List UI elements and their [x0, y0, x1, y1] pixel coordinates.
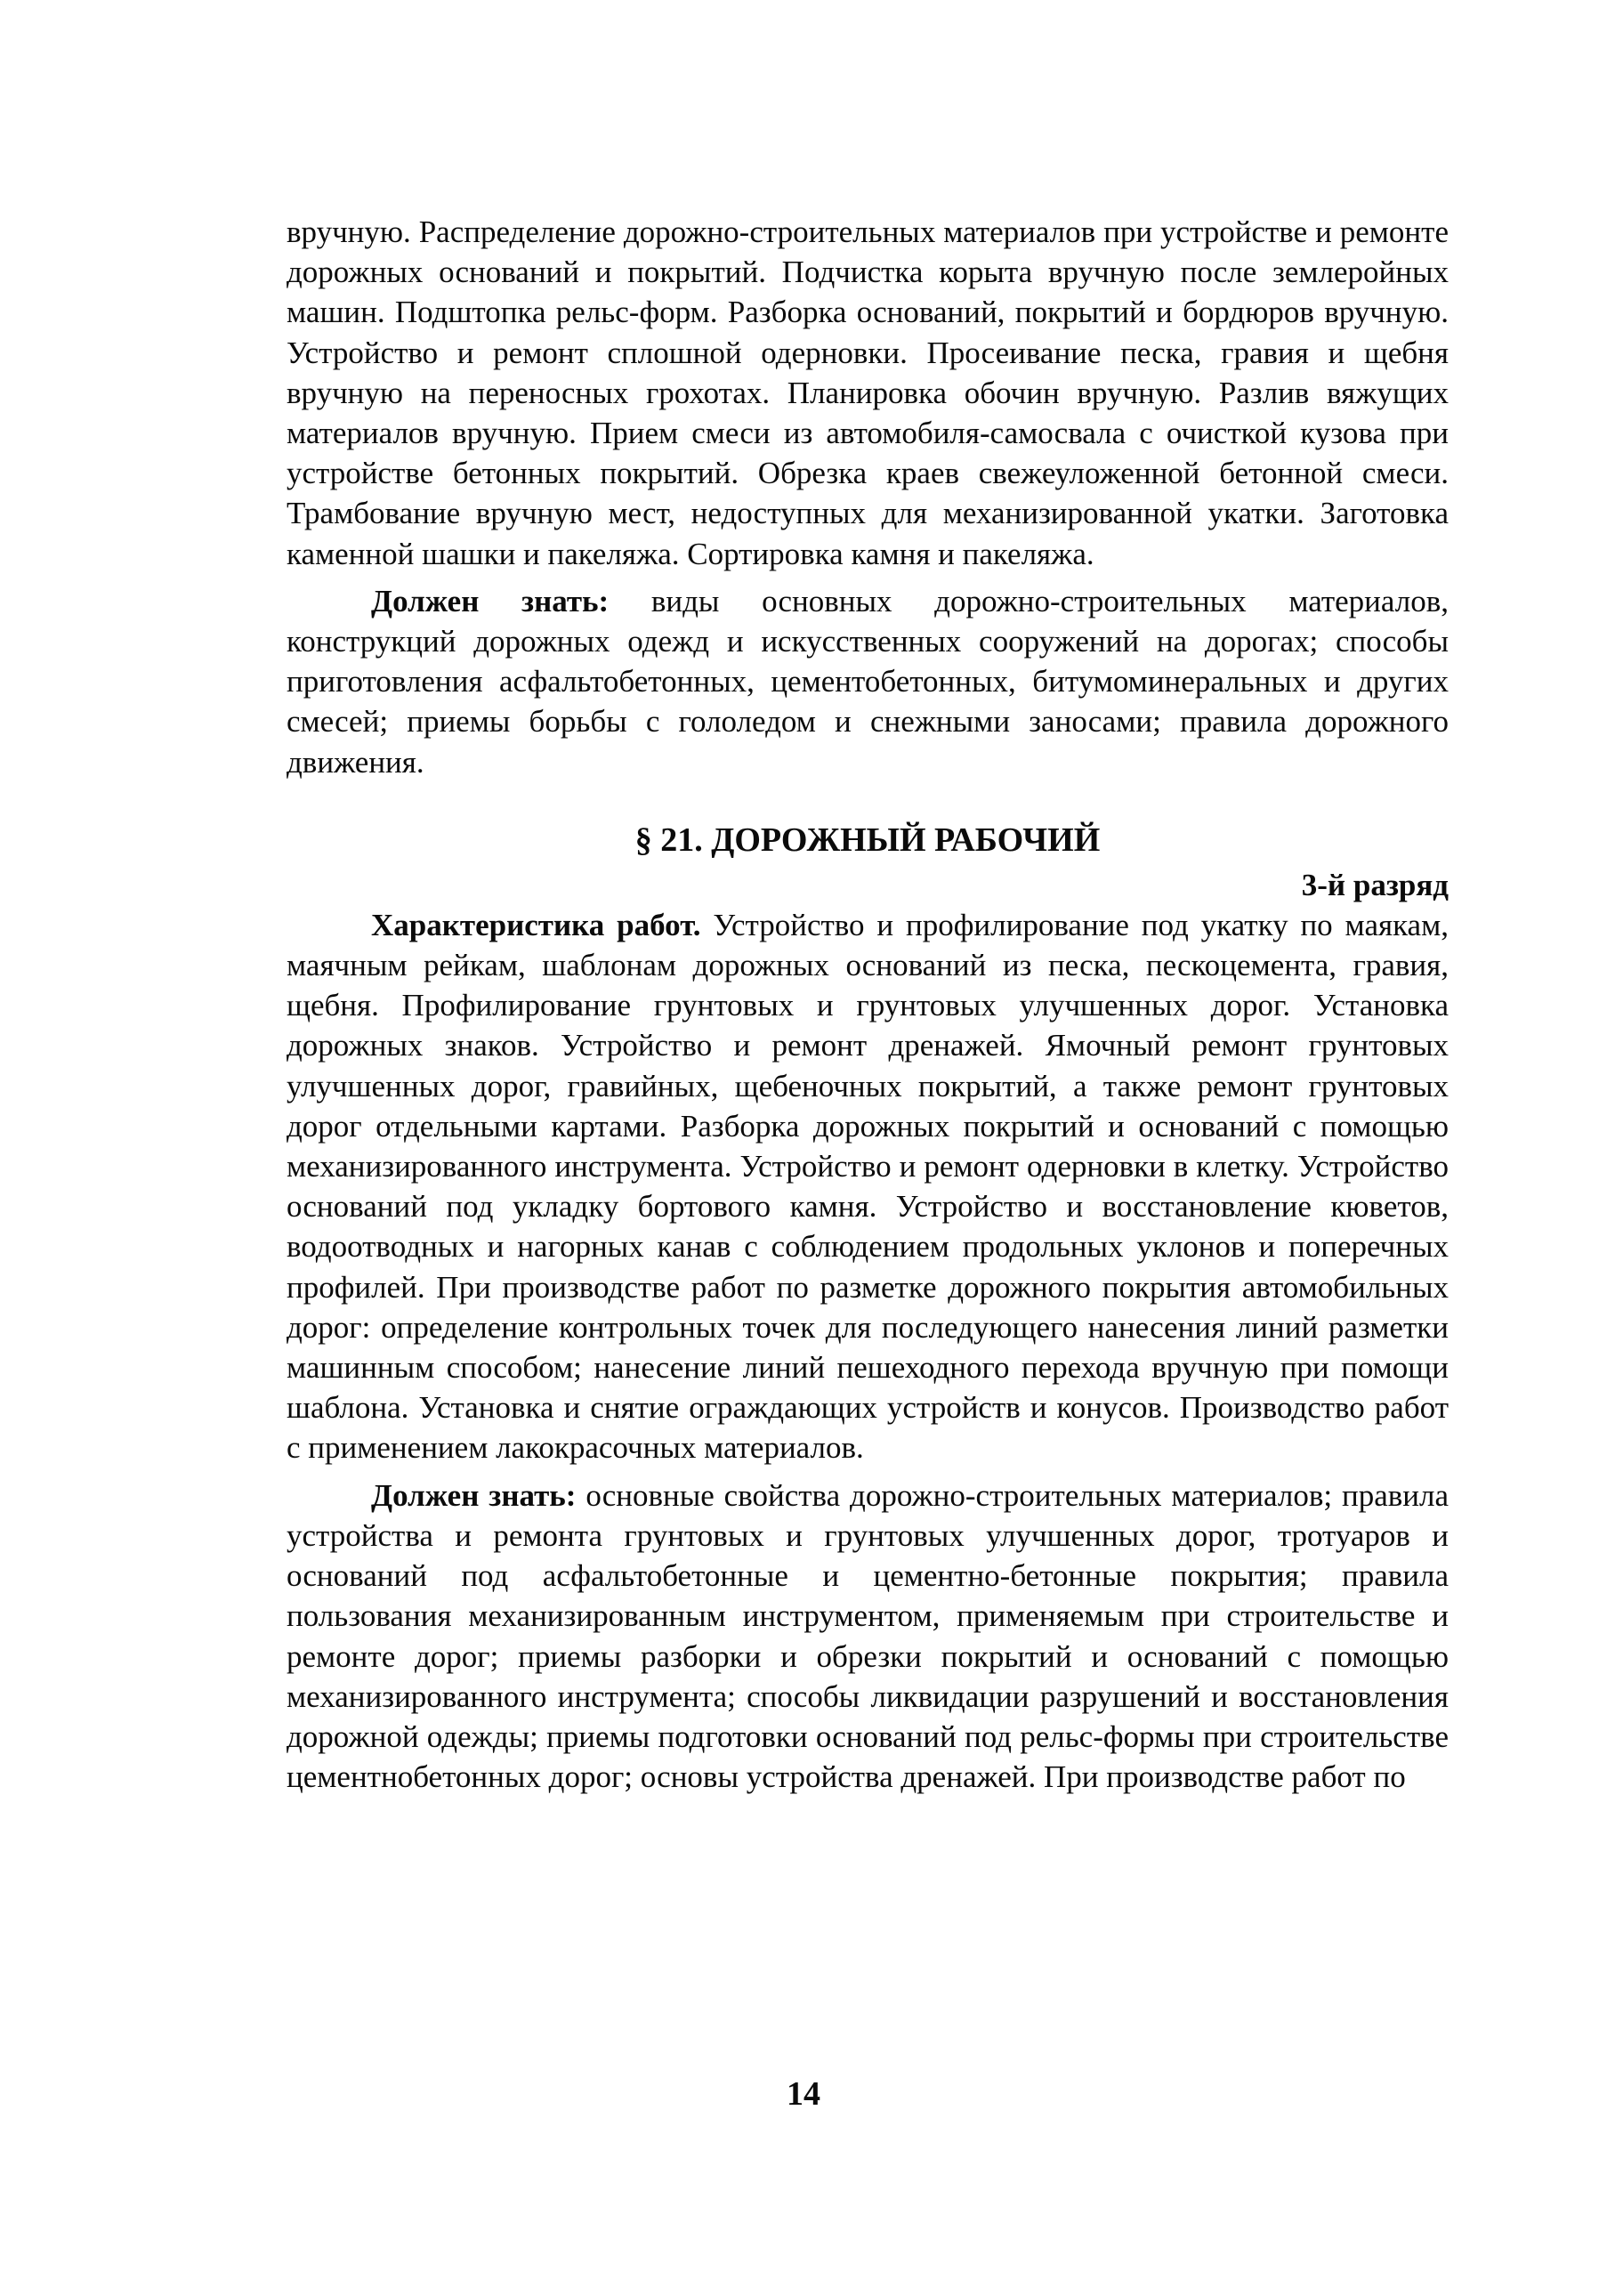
must-know-paragraph-2 — [287, 1475, 1449, 1798]
work-characteristics-text: Устройство и профилирование под укатку по маякам, маячным рейкам, шаблонам дорожных оснований из песка, пескоцемента, гравия, щебня. Профилирование грунтовых и грунтовых улучшенных дорог. Установка дорожных знаков. Устройство и ремонт дренажей. Ямочный ремонт грунтовых улучшенных дорог, гравийных, щебеночных покрытий, а также ремонт грунтовых дорог отдельными картами. Разборка дорожных покрытий и оснований с помощью механизированного инструмента. Устройство и ремонт одерновки в клетку. Устройство оснований под укладку бортового камня. Устройство и восстановление кюветов, водоотводных и нагорных канав с соблюдением продольных уклонов и поперечных профилей. При производстве работ по разметке дорожного покрытия автомобильных дорог: определение контрольных точек для последующего нанесения линий разметки машинным способом; нанесение линий пешеходного перехода вручную при помощи шаблона. Установка и снятие ограждающих устройств и конусов. Производство работ с применением лакокрасочных материалов. — [287, 907, 1449, 1466]
must-know-text: виды основных дорожно-строительных материалов, конструкций дорожных одежд и искусственных сооружений на дорогах; способы приготовления асфальтобетонных, цементобетонных, битумоминеральных и других смесей; приемы борьбы с гололедом и снежными заносами; правила дорожного движения. — [287, 583, 1449, 780]
section-heading: § 21. ДОРОЖНЫЙ РАБОЧИЙ — [634, 821, 1101, 859]
work-characteristics-paragraph — [287, 905, 1449, 1468]
grade-label: 3-й разряд — [1301, 867, 1449, 902]
must-know-label: Должен знать: — [371, 583, 610, 618]
intro-paragraph: вручную. Распределение дорожно-строительных материалов при устройстве и ремонте дорожных оснований и покрытий. Подчистка корыта вручную после землеройных машин. Подштопка рельс-форм. Разборка оснований, покрытий и бордюров вручную. Устройство и ремонт сплошной одерновки. Просеивание песка, гравия и щебня вручную на переносных грохотах. Планировка обочин вручную. Разлив вяжущих материалов вручную. Прием смеси из автомобиля-самосвала с очисткой кузова при устройстве бетонных покрытий. Обрезка краев свежеуложенной бетонной смеси. Трамбование вручную мест, недоступных для механизированной укатки. Заготовка каменной шашки и пакеляжа. Сортировка камня и пакеляжа. — [287, 214, 1449, 571]
work-characteristics-label: Характеристика работ. — [371, 907, 701, 942]
must-know-text: основные свойства дорожно-строительных материалов; правила устройства и ремонта грунтовых и грунтовых улучшенных дорог, тротуаров и оснований под асфальтобетонные и цементно-бетонные покрытия; правила пользования механизированным инструментом, применяемым при строительстве и ремонте дорог; приемы разборки и обрезки покрытий и оснований с помощью механизированного инструмента; способы ликвидации разрушений и восстановления дорожной одежды; приемы подготовки оснований под рельс-формы при строительстве цементнобетонных дорог; основы устройства дренажей. При производстве работ по — [287, 1477, 1449, 1795]
page-number: 14 — [787, 2075, 820, 2113]
must-know-paragraph-1 — [287, 581, 1449, 782]
must-know-label: Должен знать: — [371, 1477, 577, 1513]
body-text — [287, 212, 1449, 1804]
